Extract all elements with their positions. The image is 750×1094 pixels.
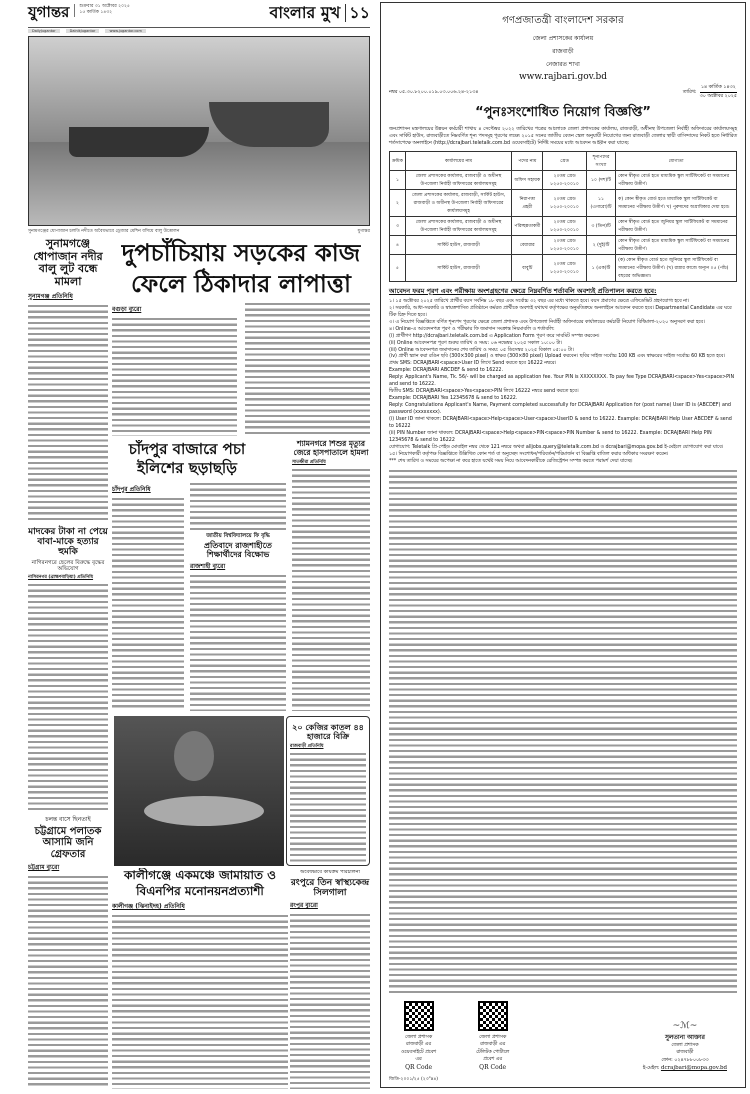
memo-number: নম্বর ০৫.৩০.৮২০০.০১৯.০৩.০০৬.২৪-২১৩৪ xyxy=(389,89,479,95)
subhead: নাগিরনগরে ছেলের বিরুদ্ধে বৃদ্ধের অভিযোগ xyxy=(31,559,105,572)
email-link[interactable]: dcrajbari@mopa.gov.bd xyxy=(660,1064,727,1071)
condition-item: Example: DCRAJBARI Yes 12345678 & send to 16222. xyxy=(389,396,518,402)
condition-item: ১৫। নিয়োগকারী কর্তৃপক্ষ বিজ্ঞপ্তিতে উল্লিখিত কোন শর্ত বা অনুচ্ছেদ সংশোধন/পরিবর্তন/পরিমার্জন বা বিজ্ঞপ্তি বাতিল করার অধিকার সংরক্ষণ করেন। xyxy=(389,451,669,457)
table-row: ১ জেলা প্রশাসকের কার্যালয়, রাজবাড়ী ও অধীনস্থ উপজেলা নির্বাহী অফিসারের কার্যালয়সমূহ অফিস সহায়ক ২০তম গ্রেড ৮২৫০-২০০১০ ১০ (দশ)টি কোন স্বীকৃত বোর্ড হতে মাধ্যমিক স্কুল সার্টিফিকেট বা সমমানের পরীক্ষায় উত্তীর্ণ। xyxy=(390,170,737,189)
newspaper-logo: যুগান্তর xyxy=(28,3,70,21)
ad-intro: জনপ্রশাসন মন্ত্রণালয়ের উন্নয়ন কর্মচারী শাখায় ৪ সেপ্টেম্বর ২০২২ তারিখের পত্রের আলোকে জেলা প্রশাসকের কার্যালয়, রাজবাড়ী, অধীনস্থ উপজেলা নির্বাহী অফিসারের কার্যালয়সমূহ এবং সার্কিট হাউস, রাজবাড়ীতে নিম্নবর্ণিত শূন্য পদসমূহ পূরণের লক্ষ্যে ২০১৫ সনের জাতীয় বেতন স্কেল অনুযায়ী নিয়োগের জন্য রাজবাড়ী জেলার স্থায়ী বাসিন্দাদের নিকট হতে নির্ধারিত শর্তসাপেক্ষে অনলাইনে (http://dcrajbari.teletalk.com.bd ওয়েবসাইটে) নির্দিষ্ট সময়ের মধ্যে আবেদন আহ্বান করা যাচ্ছে: xyxy=(389,127,737,146)
qr-teletalk[interactable]: জেলা প্রশাসক রাজবাড়ী এর টেলিটক পোর্টালে প্রবেশ এর QR Code xyxy=(476,1001,509,1072)
condition-item: (i) User ID জানা থাকলে: DCRAJBARI<space>Help<space>User<space>UserID & send to 16222. Example: DCRAJBARI Help User ABCDEF & send to 16222 xyxy=(389,417,732,430)
article-body xyxy=(28,583,108,812)
date-line-bn: ১৫ কার্তিক ১৪৩২ xyxy=(79,10,113,16)
headline-katla: ২০ কেজির কাতল ৪৪ হাজারে বিক্রি xyxy=(292,723,364,742)
rangpur-story xyxy=(290,870,370,1089)
kicker: চলন্ত বাসে ছিনতাই xyxy=(45,815,91,823)
ad-title: “পুনঃসংশোধিত নিয়োগ বিজ্ঞপ্তি” xyxy=(475,105,651,120)
condition-item: ২। সরকারি, আধা-সরকারি ও স্বায়ত্তশাসিত প্রতিষ্ঠানে কর্মরত প্রার্থীকে অবশ্যই যথাযথ কর্তৃপক্ষের অনুমতিক্রমে অনলাইনে আবেদন করতে হবে। Departmental Candidate এর ঘরে টিক চিহ্ন দিতে হবে। xyxy=(389,305,732,318)
social-facebook[interactable]: DailyJugantor xyxy=(28,29,60,33)
photo-caption: সুনামগঞ্জের ধোপাজান চলতি নদীতে অবৈধভাবে ড্রেজার মেশিন বসিয়ে বালু উত্তোলন xyxy=(28,229,180,234)
article-body xyxy=(112,497,184,712)
ad-gov: গণপ্রজাতন্ত্রী বাংলাদেশ সরকার xyxy=(502,15,624,26)
condition-item: (ii) PIN Number জানা থাকলে: DCRAJBARI<space>Help<space>PIN<space>PIN Number & send to 16222. Example: DCRAJBARI Help PIN 12345678 & send to 16222 xyxy=(389,430,712,443)
headline-drug-threat: মাদকের টাকা না পেয়ে বাবা-মাকে হত্যার হুমকি xyxy=(28,526,108,558)
date-en: ৩০ অক্টোবর ২০২৫ xyxy=(699,94,737,99)
condition-item: *** শেষ তারিখ ও সময়ের অপেক্ষা না করে হাতে যথেষ্ট সময় নিয়ে আবেদনকারীকে রেজিস্ট্রেশন সম্পন্ন করতে পরামর্শ দেয়া যাচ্ছে। xyxy=(389,458,633,464)
conditions-continued xyxy=(389,469,737,996)
byline: বগুড়া ব্যুরো xyxy=(112,306,142,314)
kicker: জাতীয় বিশ্ববিদ্যালয়ে ফি বৃদ্ধি xyxy=(206,532,270,539)
table-row: ২ জেলা প্রশাসকের কার্যালয়, রাজবাড়ী, সার্কিট হাউস, রাজবাড়ী ও অধীনস্থ উপজেলা নির্বাহী অফিসারের কার্যালয়সমূহ নিরাপত্তা প্রহরী ২০তম গ্রেড ৮২৫০-২০০১০ ১১ (এগারো)টি ক) কোন স্বীকৃত বোর্ড হতে মাধ্যমিক স্কুল সার্টিফিকেট বা সমমানের পরীক্ষায় উত্তীর্ণ। খ) পুরুষদের অগ্রাধিকার দেয়া হবে। xyxy=(390,189,737,216)
masthead xyxy=(28,4,370,28)
qr-code-icon[interactable] xyxy=(404,1001,434,1031)
table-row: ৩ জেলা প্রশাসকের কার্যালয়, রাজবাড়ী ও অধীনস্থ উপজেলা নির্বাহী অফিসারের কার্যালয়সমূহ পরিচ্ছন্নতাকর্মী ২০তম গ্রেড ৮২৫০-২০০১০ ৩ (তিন)টি কোন স্বীকৃত বোর্ড হতে জুনিয়র স্কুল সার্টিফিকেট বা সমমানের পরীক্ষায় উত্তীর্ণ। xyxy=(390,216,737,235)
article-body xyxy=(290,913,370,1089)
chandpur-story xyxy=(112,440,286,711)
article-body xyxy=(28,304,108,523)
ad-district: রাজবাড়ী xyxy=(552,48,574,55)
kicker: অবৈধভাবে কার্যক্রম পরিচালনা xyxy=(300,870,360,875)
byline: রংপুর ব্যুরো xyxy=(290,902,318,910)
ad-footer xyxy=(389,1001,737,1072)
condition-item: Reply: Applicant's Name, Tk. 56/- will be charged as application fee. Your PIN is XXXXXXXX. To pay fee Type DCRAJBARI<space>Yes<space>PIN and send to 16222. xyxy=(389,375,735,388)
photo-credit: যুগান্তর xyxy=(357,229,370,234)
condition-item: (iii) Online আবেদনপত্র জমাদানের শেষ তারিখ ও সময়: ০৫ ডিসেম্বর ২০২৫ বিকাল ০৫:০০ টা। xyxy=(389,347,574,353)
ad-ref: জিডি-২০০১/২৫ (২৩"x৪) xyxy=(389,1077,439,1082)
condition-item: ৪। Online-এ আবেদনপত্র পূরণ ও পরীক্ষার ফি জমাদান সংক্রান্ত নিয়মাবলি ও শর্তাবলি: xyxy=(389,326,555,332)
shyamnagar-story xyxy=(292,440,370,711)
photo-river-dredgers xyxy=(28,36,370,226)
byline: রাজবাড়ী প্রতিনিধি xyxy=(290,744,324,750)
article-body xyxy=(245,302,370,436)
section-title: বাংলার মুখ xyxy=(269,3,341,22)
article-body xyxy=(112,914,288,1089)
social-twitter[interactable]: DainikJugantor xyxy=(66,29,100,33)
ad-office: জেলা প্রশাসকের কার্যালয় xyxy=(532,35,594,42)
headline-kaliganj: কালীগঞ্জে একমঞ্চে জামায়াত ও বিএনপির মনোনয়নপ্রত্যাশী xyxy=(124,868,276,898)
headline-shyamnagar: শ্যামনগরে শিশুর মৃত্যুর জেরে হাসপাতালে হামলা xyxy=(293,440,369,457)
headline-chattogram: চট্টগ্রামে পলাতক আসামি জনি গ্রেফতার xyxy=(34,825,102,860)
byline: নাসিরনগর (ব্রাহ্মণবাড়িয়া) প্রতিনিধি xyxy=(28,575,94,581)
condition-item: যোগাযোগ: Teletalk প্রি-পেইড মোবাইল নম্বর থেকে 121 নম্বরে অথবা alljobs.query@teletalk.com.bd ও dcrajbari@mopa.gov.bd ই-মেইলে যোগাযোগ করা যাবে। xyxy=(389,444,724,450)
byline: সুনামগঞ্জ প্রতিনিধি xyxy=(28,292,73,300)
qr-code-icon[interactable] xyxy=(478,1001,508,1031)
job-circular-ad xyxy=(380,2,746,1088)
table-row: ৫ সার্কিট হাউস, রাজবাড়ী বাবুর্চি ২০তম গ্রেড ৮২৫০-২০০১০ ১ (এক)টি (ক) কোন স্বীকৃত বোর্ড হতে জুনিয়র স্কুল সার্টিফিকেট বা সমমানের পরীক্ষায় উত্তীর্ণ। (খ) রান্নার কাজে অন্যূন ০৫ (পাঁচ) বছরের অভিজ্ঞতা। xyxy=(390,254,737,281)
condition-item: (i) প্রার্থীগণ http://dcrajbari.teletalk.com.bd এ Application Form পূরণ করে সাবমিট সম্পন্ন করবেন। xyxy=(389,333,600,339)
condition-item: দ্বিতীয় SMS: DCRAJBARI<space>Yes<space>PIN লিখে 16222 নম্বরে send করতে হবে। xyxy=(389,389,579,395)
byline: রাজশাহী ব্যুরো xyxy=(190,563,226,571)
article-body xyxy=(190,482,286,530)
headline-dupchanchia: দুপচাঁচিয়ায় সড়কের কাজ ফেলে ঠিকাদার লাপাত্তা xyxy=(121,239,361,299)
main-story xyxy=(112,238,370,436)
headline-chandpur: চাঁদপুর বাজারে পচা ইলিশের ছড়াছড়ি xyxy=(128,440,246,477)
conditions-title: আবেদন ফরম পূরণ এবং পরীক্ষায় অংশগ্রহণের ক্ষেত্রে নিম্নবর্ণিত শর্তাবলি অবশ্যই প্রতিপালন করতে হবে: xyxy=(389,286,657,295)
left-column xyxy=(28,238,108,1089)
condition-item: ১। ১৫ অক্টোবর ২০২৫ তারিখে প্রার্থীর বয়স সর্বনিম্ন ১৮ বছর এবং সর্বোচ্চ ৩২ বছর এর মধ্যে থাকতে হবে। বয়স প্রমাণের ক্ষেত্রে এফিডেভিট গ্রহণযোগ্য হবে না। xyxy=(389,298,690,304)
photo-fish xyxy=(114,716,284,866)
date-line: শুক্রবার ৩১ অক্টোবর ২০২৫ xyxy=(79,4,130,9)
article-body xyxy=(28,875,108,1089)
byline: চট্টগ্রাম ব্যুরো xyxy=(28,864,60,871)
ad-website[interactable]: www.rajbari.gov.bd xyxy=(518,72,608,82)
page-number: ১১ xyxy=(345,4,370,22)
article-body xyxy=(190,574,286,711)
condition-item: Example: DCRAJBARI ABCDEF & send to 16222. xyxy=(389,368,503,374)
date-label: তারিখ: xyxy=(682,89,697,95)
qr-website[interactable]: জেলা প্রশাসক রাজবাড়ী এর ওয়েবসাইটে প্রবেশ এর QR Code xyxy=(401,1001,436,1072)
byline: কালীগঞ্জ (ঝিনাইদহ) প্রতিনিধি xyxy=(112,903,185,911)
kaliganj-story xyxy=(112,868,288,1089)
article-body xyxy=(292,468,370,711)
article-body xyxy=(290,752,366,862)
byline: সাতক্ষীরা প্রতিনিধি xyxy=(292,460,326,466)
conditions-list xyxy=(389,299,737,466)
ad-branch: নেজারত শাখা xyxy=(546,61,580,68)
signature: ~ℳ~ xyxy=(672,1020,698,1031)
condition-item: Reply: Congratulations Applicant's Name, Payment completed successfully for DCRAJBARI Application for (post name) User ID is (ABCDEF) and password (xxxxxxxx). xyxy=(389,403,731,416)
story-box-katla xyxy=(286,716,370,866)
vacancy-table: ক্রমিক কার্যালয়ের নাম পদের নাম গ্রেড শূন্যপদের সংখ্যা যোগ্যতা ১ জেলা প্রশাসকের কার্যালয়, রাজবাড়ী ও অধীনস্থ উপজেলা নির্বাহী অফিসারের কার্যালয়সমূহ অফিস সহায়ক ২০তম গ্রেড ৮২৫০-২০০১০ ১০ (দশ)টি কোন স্বীকৃত বোর্ড হতে মাধ্যমিক স্কুল সার্টিফিকেট বা সমমানের পরীক্ষায় উত্তীর্ণ। ২ জেলা প্রশাসকের কার্যালয়, রাজবাড়ী, সার্কিট হাউস, রাজবাড়ী ও অধীনস্থ উপজেলা নির্বাহী অফিসারের কার্যালয়সমূহ নিরাপত্তা প্রহরী ২০তম গ্রেড ৮২৫০-২০০১০ ১১ (এগারো)টি ক) কোন স্বীকৃত বোর্ড হতে মাধ্যমিক স্কুল সার্টিফিকেট বা সমমানের পরীক্ষায় উত্তীর্ণ। খ) পুরুষদের অগ্রাধিকার দেয়া হবে। ৩ জেলা প্রশাসকের কার্যালয়, রাজবাড়ী ও অধীনস্থ উপজেলা নির্বাহী অফিসারের কার্যালয়সমূহ পরিচ্ছন্নতাকর্মী ২০তম গ্রেড ৮২৫০-২০০১০ ৩ (তিন)টি কোন স্বীকৃত বোর্ড হতে জুনিয়র স্কুল সার্টিফিকেট বা সমমানের পরীক্ষায় উত্তীর্ণ। ৪ সার্কিট হাউস, রাজবাড়ী বেয়ারার ২০তম গ্রেড ৮২৫০-২০০১০ ২ (দুই)টি কোন স্বীকৃত বোর্ড হতে মাধ্যমিক স্কুল সার্টিফিকেট বা সমমানের পরীক্ষায় উত্তীর্ণ। ৫ সার্কিট হাউস, রাজবাড়ী বাবুর্চি ২০তম গ্রেড ৮২৫০-২০০১০ ১ (এক)টি (ক) কোন স্বীকৃত বোর্ড হতে জুনিয়র স্কুল সার্টিফিকেট বা সমমানের পরীক্ষায় উত্তীর্ণ। (খ) রান্নার কাজে অন্যূন ০৫ (পাঁচ) বছরের অভিজ্ঞতা। xyxy=(389,151,737,282)
signature-block: ~ℳ~ সুলতানা আক্তার জেলা প্রশাসক রাজবাড়ী ফোন: ০২৪৭৮৮০০৮৩৩ ই-মেইল: dcrajbari@mopa.gov.bd xyxy=(642,1020,727,1071)
condition-item: প্রথম SMS: DCRAJBARI<space>User ID লিখে Send করতে হবে 16222 নম্বরে। xyxy=(389,361,557,367)
headline-rangpur: রংপুরে তিন স্বাস্থ্যকেন্দ্র সিলগালা xyxy=(290,877,370,899)
byline: চাঁদপুর প্রতিনিধি xyxy=(112,485,151,493)
headline-rajshahi: প্রতিবাদে রাজশাহীতে শিক্ষার্থীদের বিক্ষোভ xyxy=(204,540,272,559)
headline-sunamganj: সুনামগঞ্জে ধোপাজান নদীর বালু লুট বন্ধে মামলা xyxy=(33,238,103,288)
condition-item: (ii) Online আবেদনপত্র পূরণ শুরুর তারিখ ও সময়: ০৬ নভেম্বর ২০২৫ সকাল ১০:০০ টা। xyxy=(389,340,563,346)
condition-item: ৩। এ নিয়োগ বিজ্ঞপ্তিতে বর্ণিত শূন্যপদ পূরণের ক্ষেত্রে জেলা প্রশাসক এবং উপজেলা নির্বাহী অফিসারের কার্যালয়ের কর্মচারী নিয়োগ বিধিমালা-২০২০ অনুসরণ করা হবে। xyxy=(389,319,705,325)
condition-item: (iv) প্রার্থী স্ক্যান করা রঙিন ছবি (300×300 pixel) ও স্বাক্ষর (300×80 pixel) Upload করবেন। ছবির সাইজ সর্বোচ্চ 100 KB এবং স্বাক্ষরের সাইজ সর্বোচ্চ 60 KB হতে হবে। xyxy=(389,354,726,360)
table-row: ৪ সার্কিট হাউস, রাজবাড়ী বেয়ারার ২০তম গ্রেড ৮২৫০-২০০১০ ২ (দুই)টি কোন স্বীকৃত বোর্ড হতে মাধ্যমিক স্কুল সার্টিফিকেট বা সমমানের পরীক্ষায় উত্তীর্ণ। xyxy=(390,235,737,254)
date-bn: ১৪ কার্তিক ১৪৩২ xyxy=(700,84,737,93)
article-body xyxy=(112,317,237,436)
social-website[interactable]: www.jugantor.com xyxy=(105,29,145,33)
